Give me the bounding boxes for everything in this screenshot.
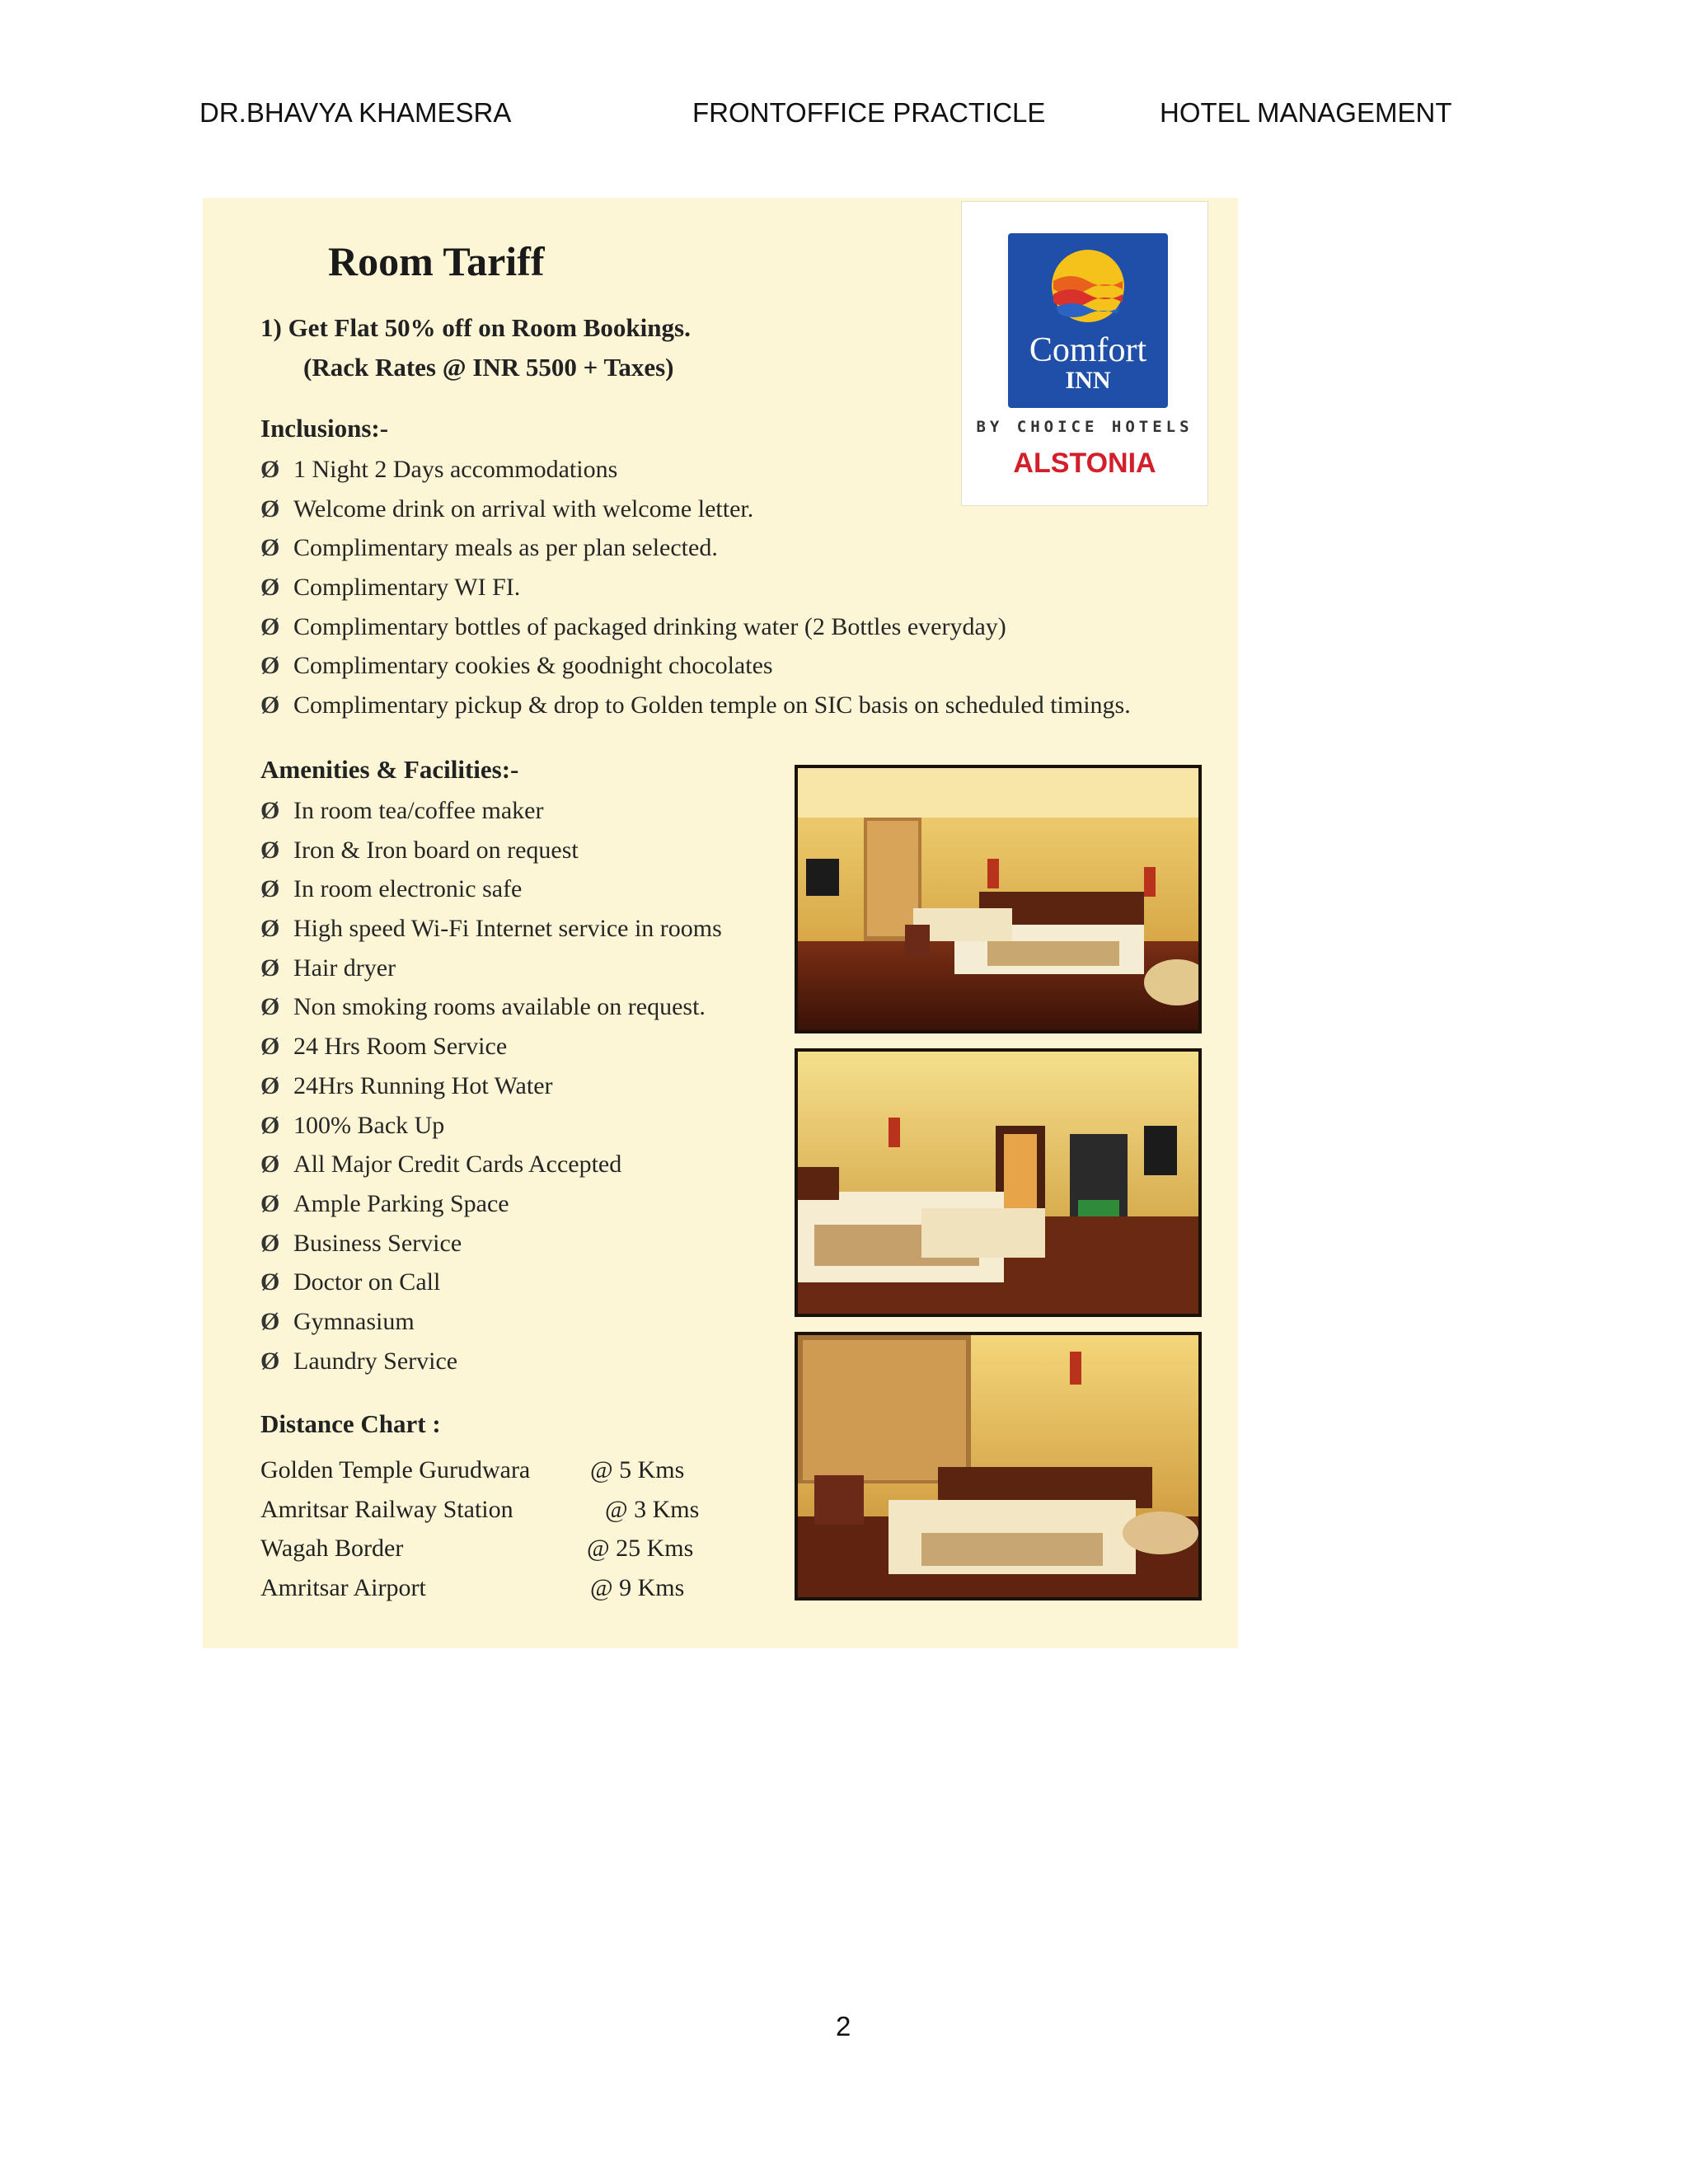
list-item: Ø Complimentary cookies & goodnight chocolates bbox=[260, 646, 1131, 686]
distance-place: Golden Temple Gurudwara bbox=[260, 1456, 531, 1483]
logo-inn-text: INN bbox=[1065, 367, 1111, 394]
list-item: Ø Complimentary meals as per plan selected. bbox=[260, 528, 1131, 568]
list-item: Ø 100% Back Up bbox=[260, 1106, 722, 1146]
comfort-inn-logo bbox=[961, 201, 1208, 506]
list-item: Ø Complimentary pickup & drop to Golden temple on SIC basis on scheduled timings. bbox=[260, 686, 1131, 725]
list-item: Ø 24Hrs Running Hot Water bbox=[260, 1066, 722, 1106]
list-item: Ø Welcome drink on arrival with welcome letter. bbox=[260, 490, 1131, 529]
bullet-icon: Ø bbox=[260, 574, 280, 602]
hotel-room-photo bbox=[795, 765, 1202, 1033]
list-item: Ø Doctor on Call bbox=[260, 1263, 722, 1302]
bullet-icon: Ø bbox=[260, 1033, 280, 1061]
bullet-icon: Ø bbox=[260, 534, 280, 562]
amenities-heading: Amenities & Facilities:- bbox=[260, 755, 519, 784]
list-item: Ø Laundry Service bbox=[260, 1342, 722, 1381]
bullet-icon: Ø bbox=[260, 652, 280, 680]
list-item: Ø Complimentary WI FI. bbox=[260, 568, 1131, 607]
bullet-icon: Ø bbox=[260, 494, 280, 523]
distance-row bbox=[260, 1568, 722, 1608]
bullet-icon: Ø bbox=[260, 797, 280, 824]
list-item: Ø Non smoking rooms available on request. bbox=[260, 987, 722, 1027]
distance-place: Amritsar Airport bbox=[260, 1574, 426, 1602]
distance-chart-heading: Distance Chart : bbox=[260, 1409, 441, 1438]
header-subject: FRONTOFFICE PRACTICLE bbox=[692, 97, 1046, 128]
distance-place: Wagah Border bbox=[260, 1535, 404, 1563]
logo-byline: BY CHOICE HOTELS bbox=[976, 418, 1193, 436]
bullet-icon: Ø bbox=[260, 1111, 280, 1139]
logo-badge bbox=[1008, 233, 1168, 408]
hotel-room-photo bbox=[795, 1048, 1202, 1317]
list-item: Ø Ample Parking Space bbox=[260, 1184, 722, 1224]
list-item: Ø High speed Wi-Fi Internet service in rooms bbox=[260, 909, 722, 949]
distance-value: @ 5 Kms bbox=[590, 1456, 685, 1483]
bullet-icon: Ø bbox=[260, 1347, 280, 1375]
bullet-icon: Ø bbox=[260, 612, 280, 640]
hotel-room-photo bbox=[795, 1332, 1202, 1601]
bullet-icon: Ø bbox=[260, 875, 280, 903]
bullet-icon: Ø bbox=[260, 954, 280, 982]
amenities-list bbox=[260, 791, 722, 1380]
list-item: Ø 24 Hrs Room Service bbox=[260, 1027, 722, 1066]
bullet-icon: Ø bbox=[260, 1268, 280, 1296]
distance-value: @ 3 Kms bbox=[605, 1495, 700, 1523]
inclusions-heading: Inclusions:- bbox=[260, 414, 389, 443]
distance-row bbox=[260, 1490, 722, 1530]
logo-brand-text: Comfort bbox=[1029, 331, 1147, 369]
bullet-icon: Ø bbox=[260, 836, 280, 864]
list-item: Ø Hair dryer bbox=[260, 949, 722, 988]
flyer-title: Room Tariff bbox=[328, 238, 545, 284]
bullet-icon: Ø bbox=[260, 456, 280, 483]
bullet-icon: Ø bbox=[260, 1189, 280, 1217]
list-item: Ø In room tea/coffee maker bbox=[260, 791, 722, 831]
bullet-icon: Ø bbox=[260, 691, 280, 719]
offer-line: 1) Get Flat 50% off on Room Bookings. bbox=[260, 313, 691, 342]
distance-row bbox=[260, 1529, 722, 1568]
header-course: HOTEL MANAGEMENT bbox=[1160, 97, 1452, 128]
bullet-icon: Ø bbox=[260, 1229, 280, 1257]
list-item: Ø Gymnasium bbox=[260, 1302, 722, 1342]
bullet-icon: Ø bbox=[260, 915, 280, 943]
page-number: 2 bbox=[836, 2011, 851, 2041]
distance-chart bbox=[260, 1451, 722, 1608]
list-item: Ø 1 Night 2 Days accommodations bbox=[260, 450, 1131, 490]
bullet-icon: Ø bbox=[260, 1307, 280, 1335]
list-item: Ø All Major Credit Cards Accepted bbox=[260, 1145, 722, 1184]
list-item: Ø Iron & Iron board on request bbox=[260, 831, 722, 870]
distance-value: @ 25 Kms bbox=[587, 1535, 694, 1563]
bullet-icon: Ø bbox=[260, 1071, 280, 1099]
bullet-icon: Ø bbox=[260, 1151, 280, 1179]
sun-wave-icon bbox=[1008, 233, 1168, 332]
logo-property-name: ALSTONIA bbox=[1013, 448, 1156, 479]
list-item: Ø In room electronic safe bbox=[260, 869, 722, 909]
list-item: Ø Business Service bbox=[260, 1224, 722, 1263]
header-author: DR.BHAVYA KHAMESRA bbox=[199, 97, 512, 128]
distance-row bbox=[260, 1451, 722, 1490]
bullet-icon: Ø bbox=[260, 993, 280, 1021]
room-tariff-flyer bbox=[203, 198, 1238, 1648]
distance-value: @ 9 Kms bbox=[590, 1574, 685, 1602]
distance-place: Amritsar Railway Station bbox=[260, 1495, 513, 1523]
rack-rate-line: (Rack Rates @ INR 5500 + Taxes) bbox=[303, 353, 674, 382]
list-item: Ø Complimentary bottles of packaged drinking water (2 Bottles everyday) bbox=[260, 607, 1131, 647]
